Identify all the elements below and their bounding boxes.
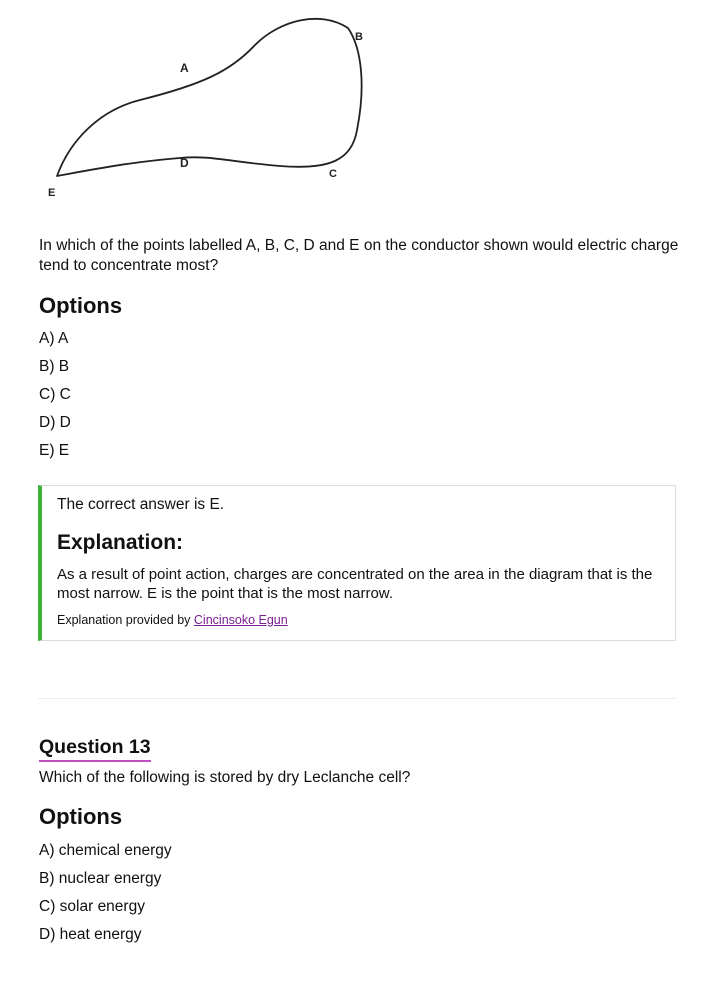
question-text: Which of the following is stored by dry Leclanche cell? [39, 769, 411, 786]
conductor-diagram [30, 0, 390, 210]
option-a[interactable]: A) A [39, 330, 69, 347]
options-heading: Options [39, 804, 123, 829]
options-list [39, 330, 71, 470]
divider [38, 698, 676, 699]
conductor-outline [57, 19, 362, 176]
option-e[interactable]: E) E [39, 442, 70, 459]
correct-answer: The correct answer is E. [57, 496, 225, 513]
option-c[interactable]: C) solar energy [39, 898, 145, 915]
label-c: C [329, 168, 337, 180]
option-d[interactable]: D) heat energy [39, 926, 142, 943]
label-d: D [180, 156, 189, 170]
question-text: In which of the points labelled A, B, C, D and E on the conductor shown would electric charge tend to concentrate most? [39, 237, 679, 274]
option-d[interactable]: D) D [39, 414, 71, 431]
answer-explanation-box [38, 485, 676, 641]
explanation-heading: Explanation: [57, 531, 184, 554]
author-link[interactable]: Cincinsoko Egun [193, 613, 288, 627]
option-b[interactable]: B) nuclear energy [39, 870, 162, 887]
option-b[interactable]: B) B [39, 358, 70, 375]
explanation-text: As a result of point action, charges are concentrated on the area in the diagram that is the most narrow. E is the point that is the most narrow. [57, 566, 653, 602]
options-heading: Options [39, 293, 123, 318]
question-title: Question 13 [39, 735, 151, 762]
label-e: E [48, 187, 56, 199]
explanation-credit [57, 612, 288, 628]
label-b: B [355, 31, 363, 43]
option-a[interactable]: A) chemical energy [39, 842, 172, 859]
credit-prefix: Explanation provided by [57, 613, 194, 627]
label-a: A [180, 61, 189, 75]
option-c[interactable]: C) C [39, 386, 71, 403]
options-list [39, 842, 172, 954]
